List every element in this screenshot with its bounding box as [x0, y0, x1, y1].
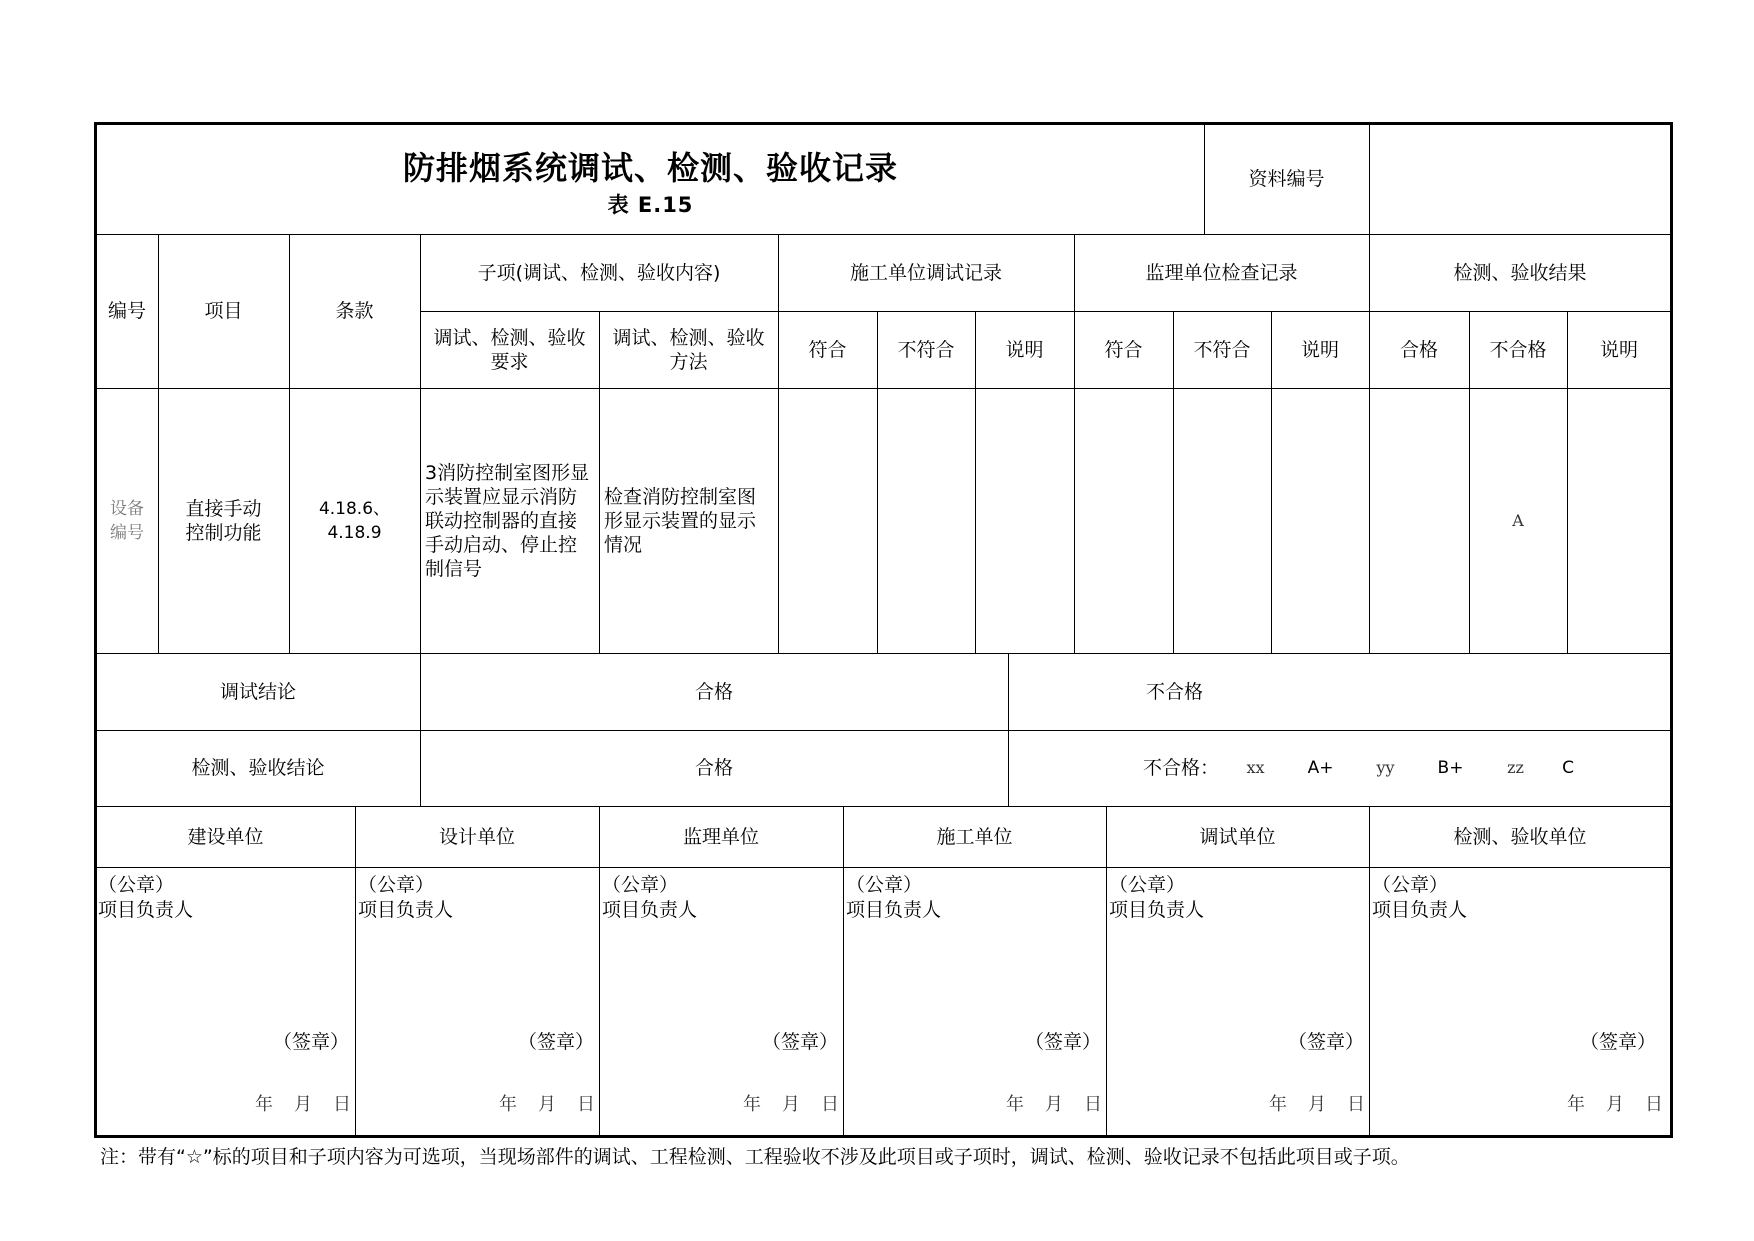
col-construction-explain: 说明 [1005, 338, 1044, 361]
unit-seal: （公章） [1372, 874, 1449, 896]
unit-date[interactable] [743, 1090, 839, 1116]
row-method: 检查消防控制室图形显示装置的显示情况 [604, 485, 757, 556]
unit-name: 检测、验收单位 [1453, 825, 1587, 848]
unit-person: 项目负责人 [602, 899, 698, 921]
row-construction-conform[interactable] [778, 388, 877, 653]
inspect-fail-item: B+ [1437, 758, 1464, 778]
unit-sign[interactable]: （签章） [762, 1031, 839, 1053]
debug-fail[interactable]: 不合格 [1145, 680, 1203, 703]
unit-name: 施工单位 [936, 825, 1013, 848]
inspect-fail-item: zz [1507, 758, 1524, 777]
col-supervision-nonconform: 不符合 [1193, 338, 1251, 361]
unit-sign[interactable]: （签章） [1288, 1031, 1365, 1053]
col-supervision-group: 监理单位检查记录 [1145, 261, 1298, 284]
date-year: 年 [255, 1094, 273, 1115]
row-result-pass[interactable] [1369, 388, 1469, 653]
col-subitem-group: 子项(调试、检测、验收内容) [477, 261, 721, 284]
unit-person: 项目负责人 [846, 899, 942, 921]
col-construction-group: 施工单位调试记录 [849, 261, 1002, 284]
doc-no-field[interactable] [1369, 124, 1671, 234]
unit-name: 监理单位 [682, 825, 759, 848]
unit-person: 项目负责人 [1372, 899, 1468, 921]
row-item: 直接手动控制功能 [185, 497, 262, 544]
row-construction-nonconform[interactable] [877, 388, 975, 653]
debug-conclusion-label: 调试结论 [219, 680, 296, 703]
inspect-conclusion-label: 检测、验收结论 [191, 757, 325, 779]
debug-pass[interactable]: 合格 [694, 680, 733, 703]
date-day: 日 [1347, 1094, 1365, 1115]
inspect-fail-label: 不合格： [1143, 757, 1220, 779]
inspect-fail-item: yy [1376, 758, 1395, 777]
unit-seal: （公章） [1109, 874, 1186, 896]
date-month: 月 [1606, 1094, 1624, 1115]
col-construction-nonconform: 不符合 [897, 338, 955, 361]
inspect-pass[interactable]: 合格 [694, 757, 733, 779]
date-month: 月 [294, 1094, 312, 1115]
unit-sign[interactable]: （签章） [273, 1031, 350, 1053]
date-year: 年 [743, 1094, 761, 1115]
page-subtitle: 表 E.15 [607, 193, 694, 217]
unit-date[interactable] [499, 1090, 595, 1116]
unit-sign[interactable]: （签章） [1025, 1031, 1102, 1053]
unit-name: 设计单位 [438, 825, 515, 848]
date-day: 日 [1645, 1094, 1663, 1115]
inspect-fail[interactable] [1008, 730, 1671, 806]
unit-date[interactable] [1567, 1090, 1663, 1116]
row-supervision-nonconform[interactable] [1173, 388, 1271, 653]
page-title: 防排烟系统调试、检测、验收记录 [402, 149, 898, 187]
unit-seal: （公章） [602, 874, 679, 896]
date-year: 年 [1269, 1094, 1287, 1115]
inspect-fail-item: A+ [1307, 758, 1334, 778]
date-year: 年 [1567, 1094, 1585, 1115]
unit-name: 调试单位 [1199, 825, 1276, 848]
col-clause: 条款 [335, 300, 374, 322]
date-month: 月 [1308, 1094, 1326, 1115]
doc-no-label: 资料编号 [1248, 168, 1325, 190]
col-result-explain: 说明 [1599, 338, 1638, 361]
row-clause: 4.18.6、 4.18.9 [318, 498, 391, 543]
col-method: 调试、检测、验收方法 [612, 326, 765, 373]
inspect-fail-item: C [1562, 758, 1574, 778]
col-item: 项目 [204, 300, 243, 322]
unit-date[interactable] [1006, 1090, 1102, 1116]
device-no: 设备编号 [110, 498, 144, 543]
unit-name: 建设单位 [187, 825, 264, 848]
inspect-fail-item: xx [1246, 758, 1265, 777]
unit-date[interactable] [1269, 1090, 1365, 1116]
col-result-pass: 合格 [1399, 338, 1438, 361]
row-result-explain[interactable] [1567, 388, 1671, 653]
date-day: 日 [333, 1094, 351, 1115]
row-construction-explain[interactable] [975, 388, 1074, 653]
date-month: 月 [538, 1094, 556, 1115]
unit-date[interactable] [255, 1090, 351, 1116]
unit-sign[interactable]: （签章） [518, 1031, 595, 1053]
unit-seal: （公章） [846, 874, 923, 896]
date-day: 日 [1084, 1094, 1102, 1115]
date-year: 年 [499, 1094, 517, 1115]
col-result-group: 检测、验收结果 [1453, 261, 1587, 284]
date-month: 月 [782, 1094, 800, 1115]
col-supervision-explain: 说明 [1300, 338, 1339, 361]
row-supervision-conform[interactable] [1074, 388, 1173, 653]
date-day: 日 [577, 1094, 595, 1115]
col-no: 编号 [107, 300, 146, 322]
unit-seal: （公章） [358, 874, 435, 896]
date-day: 日 [821, 1094, 839, 1115]
col-supervision-conform: 符合 [1104, 338, 1143, 361]
footnote: 注：带有“☆”标的项目和子项内容为可选项，当现场部件的调试、工程检测、工程验收不涉及此项目或子项时，调试、检测、验收记录不包括此项目或子项。 [100, 1146, 1410, 1168]
row-result-fail[interactable]: A [1512, 510, 1524, 530]
unit-sign[interactable]: （签章） [1580, 1031, 1657, 1053]
grid-line [95, 867, 1672, 868]
date-year: 年 [1006, 1094, 1024, 1115]
row-requirement: 3消防控制室图形显示装置应显示消防联动控制器的直接手动启动、停止控制信号 [425, 461, 590, 580]
unit-seal: （公章） [98, 874, 175, 896]
date-month: 月 [1045, 1094, 1063, 1115]
unit-person: 项目负责人 [98, 899, 194, 921]
row-supervision-explain[interactable] [1271, 388, 1369, 653]
col-result-fail: 不合格 [1489, 338, 1547, 361]
col-requirement: 调试、检测、验收要求 [433, 326, 586, 373]
col-construction-conform: 符合 [808, 338, 847, 361]
unit-person: 项目负责人 [358, 899, 454, 921]
unit-person: 项目负责人 [1109, 899, 1205, 921]
